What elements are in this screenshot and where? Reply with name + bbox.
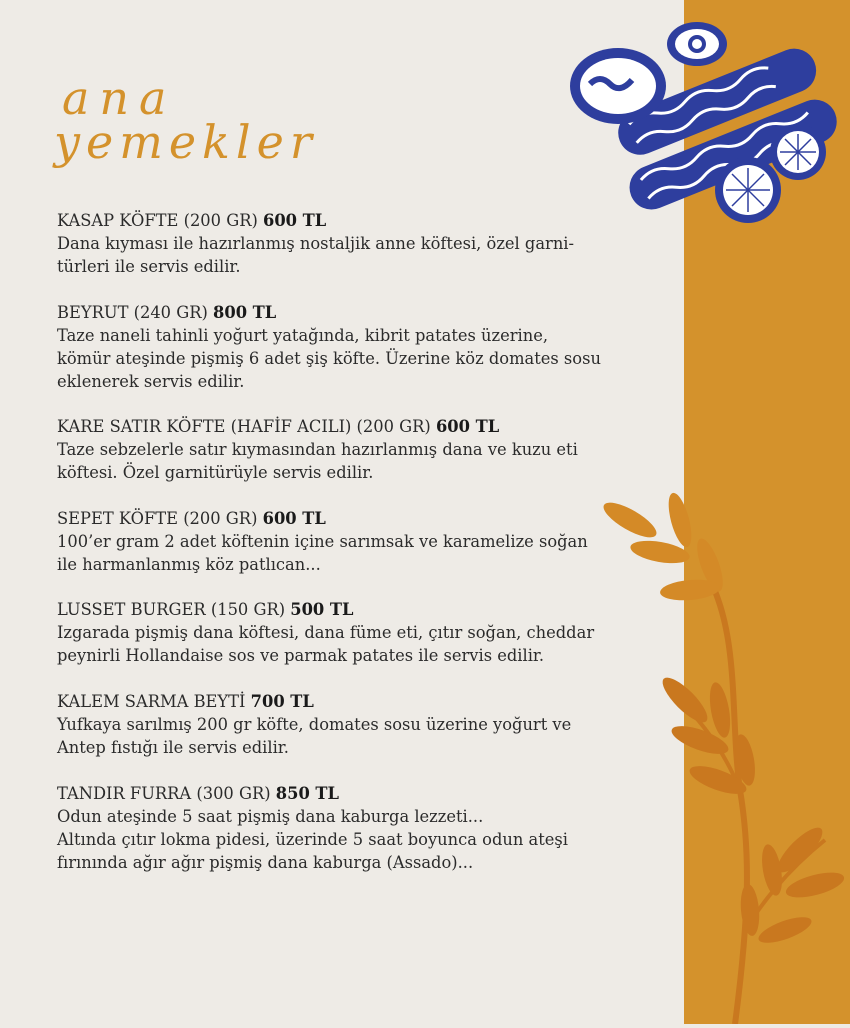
menu-item <box>57 690 627 759</box>
section-title <box>52 76 432 196</box>
menu-item <box>57 415 627 484</box>
item-name: KASAP KÖFTE (200 GR) <box>57 211 258 230</box>
item-name: LUSSET BURGER (150 GR) <box>57 600 286 620</box>
item-price: 600 TL <box>263 211 327 230</box>
title-line-1: ana <box>62 76 177 125</box>
item-name: KALEM SARMA BEYTİ <box>57 691 246 711</box>
item-price: 800 TL <box>213 302 277 322</box>
item-name: KARE SATIR KÖFTE (HAFİF ACILI) (200 GR) <box>57 417 431 437</box>
item-description: Dana kıyması ile hazırlanmış nostaljik anne köftesi, özel garni- türleri ile servis edilir. <box>57 234 575 276</box>
item-description: Taze naneli tahinli yoğurt yatağında, kibrit patates üzerine, kömür ateşinde pişmiş 6 adet şiş köfte. Üzerine köz domates sosu eklenerek servis edilir. <box>57 325 601 391</box>
item-name: SEPET KÖFTE (200 GR) <box>57 508 258 528</box>
item-description: Odun ateşinde 5 saat pişmiş dana kaburga lezzeti... Altında çıtır lokma pidesi, üzerinde 5 saat boyunca odun ateşi fırınında ağır ağır pişmiş dana kaburga (Assado)... <box>57 806 568 872</box>
menu-list <box>57 209 627 896</box>
menu-item <box>57 301 627 393</box>
item-description: Izgarada pişmiş dana köftesi, dana füme eti, çıtır soğan, cheddar peynirli Hollandaise sos ve parmak patates ile servis edilir. <box>57 623 595 666</box>
item-price: 700 TL <box>250 691 314 711</box>
menu-item <box>57 209 627 278</box>
item-description: 100’er gram 2 adet köftenin içine sarımsak ve karamelize soğan ile harmanlanmış köz patlıcan... <box>57 531 588 574</box>
item-description: Yufkaya sarılmış 200 gr köfte, domates sosu üzerine yoğurt ve Antep fıstığı ile servis edilir. <box>57 714 572 757</box>
item-price: 600 TL <box>435 417 500 437</box>
item-name: TANDIR FURRA (300 GR) <box>57 783 271 803</box>
menu-item <box>57 507 627 576</box>
item-name: BEYRUT (240 GR) <box>57 302 208 322</box>
leafy-branch-illustration-icon <box>600 490 850 1024</box>
item-price: 600 TL <box>262 508 326 528</box>
menu-item <box>57 782 627 874</box>
item-price: 500 TL <box>290 600 354 620</box>
title-line-2: yemekler <box>54 115 318 169</box>
menu-item <box>57 598 627 667</box>
food-rolls-illustration-icon <box>560 14 850 224</box>
item-price: 850 TL <box>275 783 339 803</box>
item-description: Taze sebzelerle satır kıymasından hazırlanmış dana ve kuzu eti köftesi. Özel garnitürüyle servis edilir. <box>57 440 578 483</box>
